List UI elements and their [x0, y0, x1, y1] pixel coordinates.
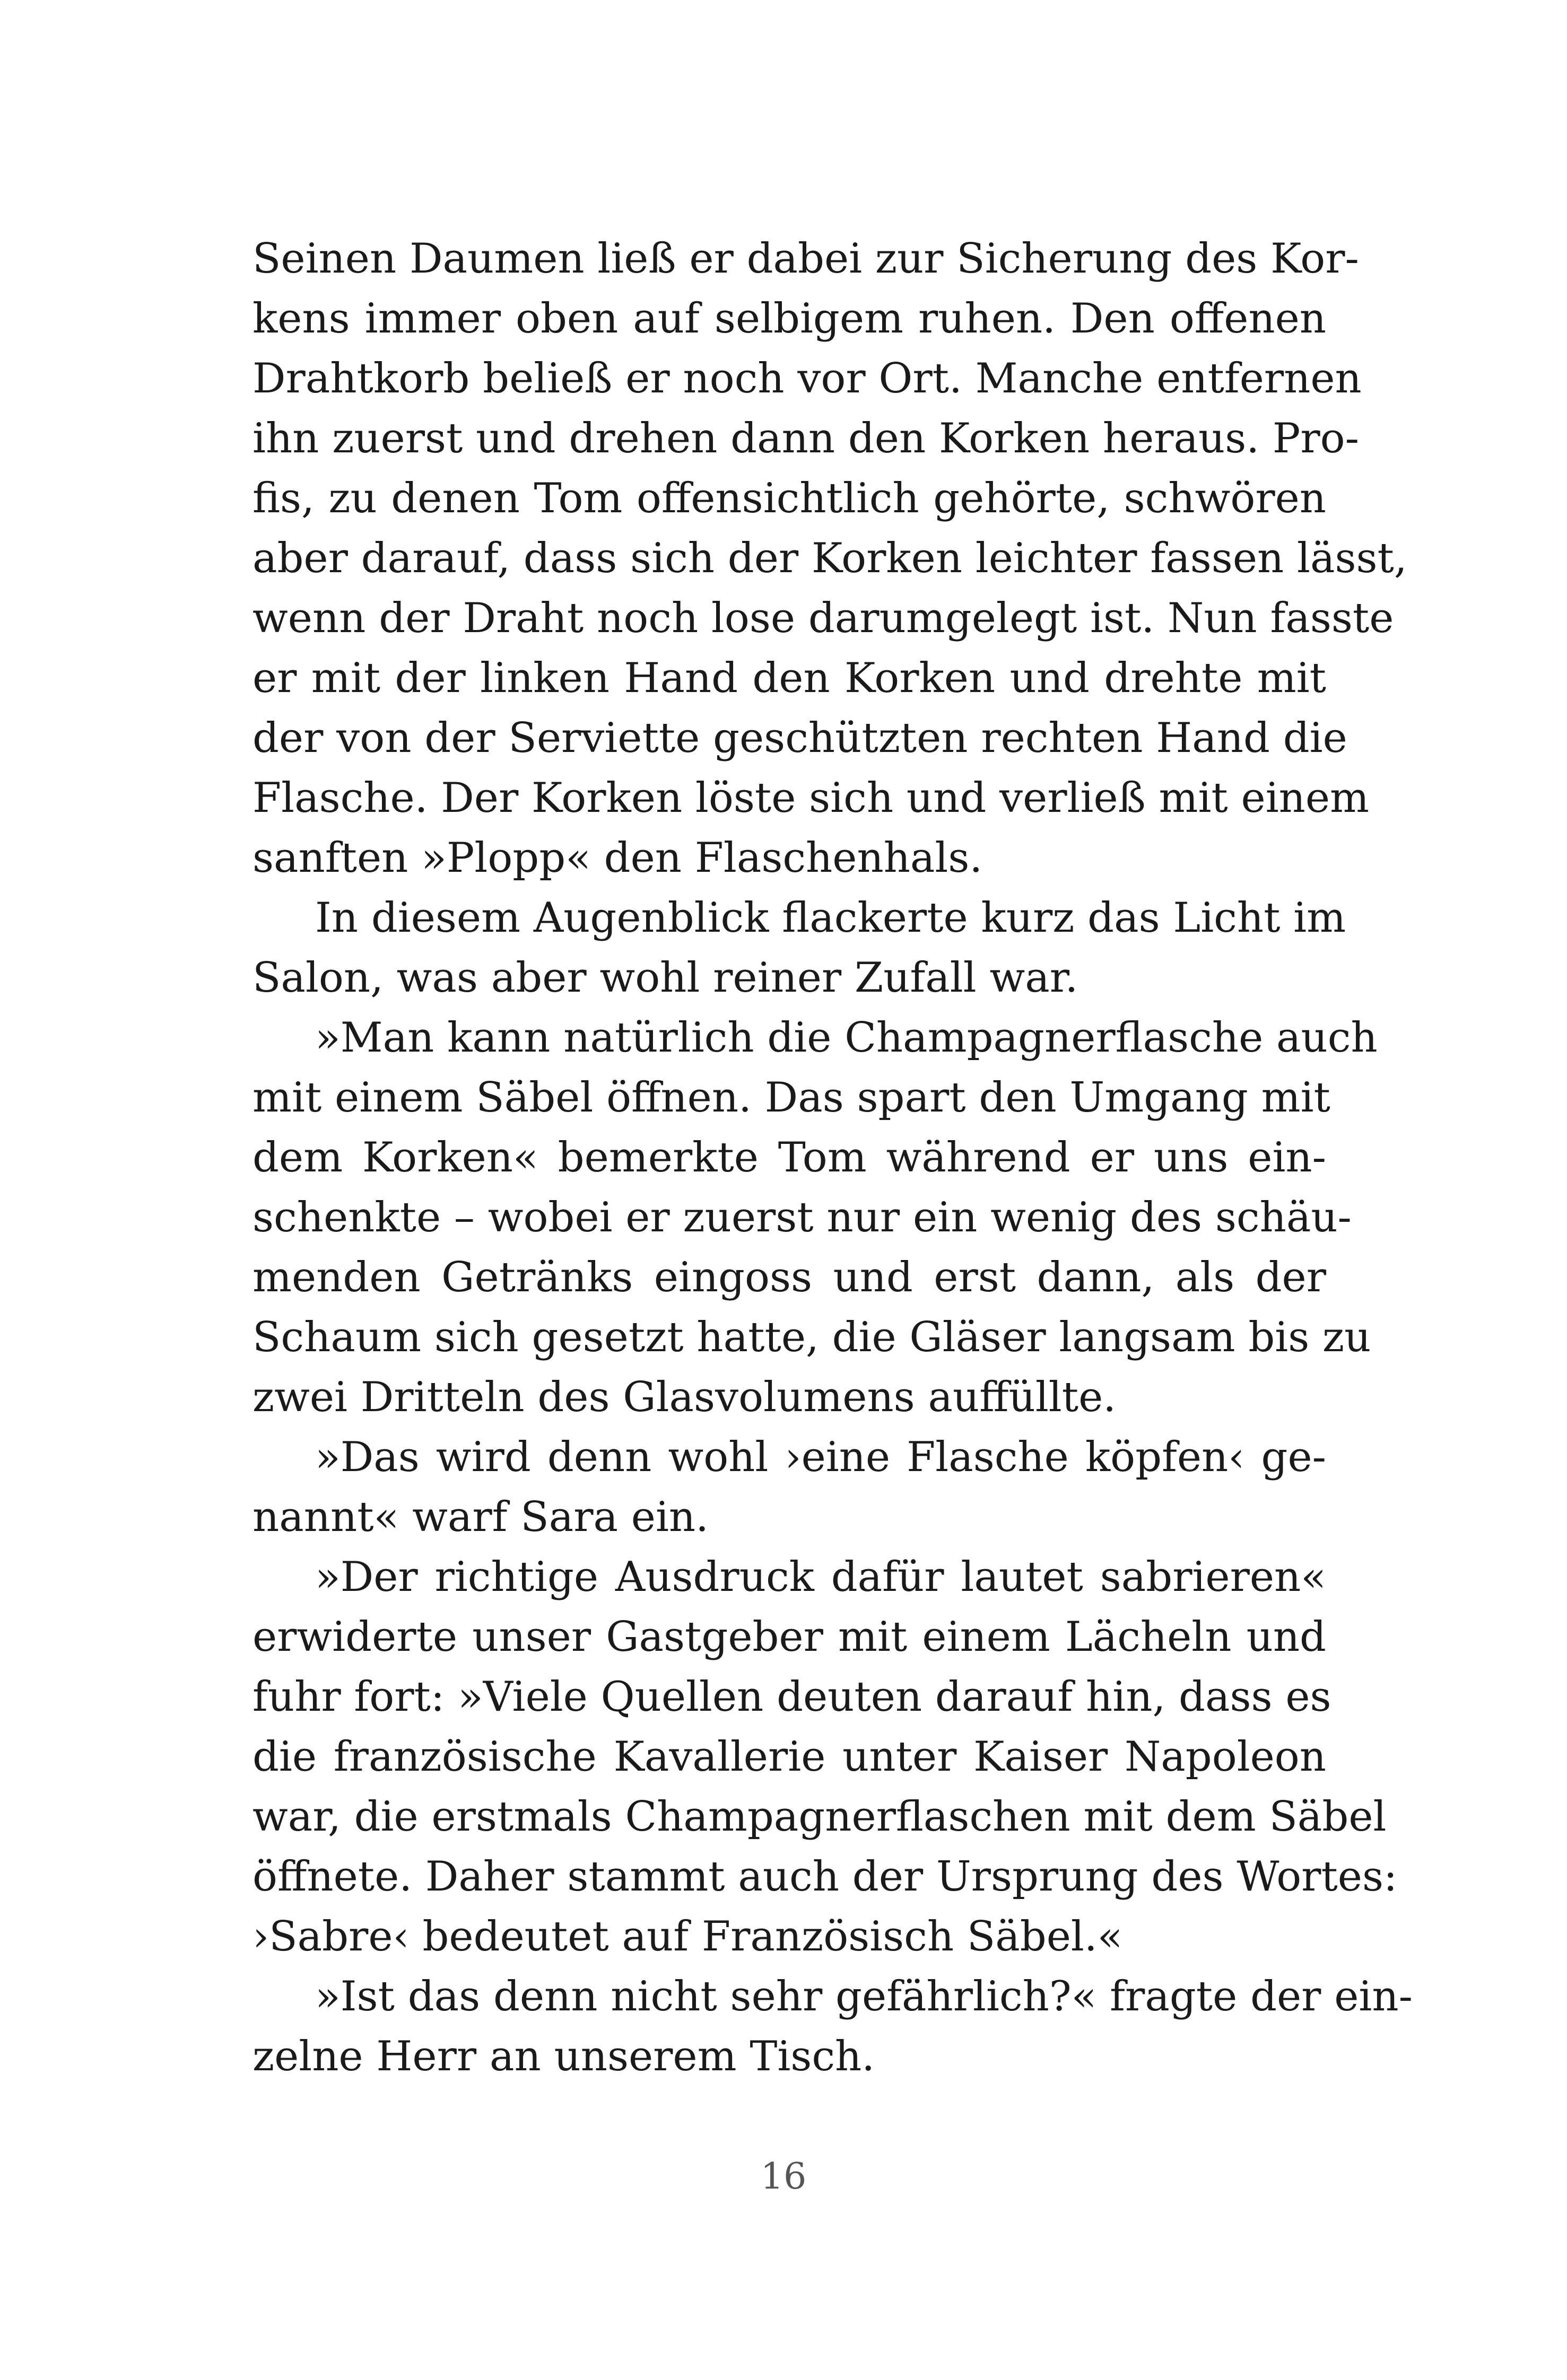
text-line: Salon, was aber wohl reiner Zufall war.	[253, 954, 1078, 1002]
text-line: ›Sabre‹ bedeutet auf Französisch Säbel.«	[253, 1913, 1123, 1961]
text-line: wenn der Draht noch lose darumgelegt ist. Nun fasste	[253, 594, 1394, 642]
text-line: kens immer oben auf selbigem ruhen. Den offenen	[253, 295, 1326, 343]
page-number: 16	[760, 2156, 807, 2198]
text-line: Seinen Daumen ließ er dabei zur Sicherung des Kor-	[253, 235, 1359, 283]
text-line: aber darauf, dass sich der Korken leichter fassen lässt,	[253, 535, 1407, 582]
text-line: nannt« warf Sara ein.	[253, 1493, 709, 1541]
text-line: Schaum sich gesetzt hatte, die Gläser langsam bis zu	[253, 1314, 1371, 1361]
text-line: erwiderte unser Gastgeber mit einem Lächeln und	[253, 1613, 1326, 1661]
text-line: er mit der linken Hand den Korken und drehte mit	[253, 654, 1326, 702]
text-line: sanften »Plopp« den Flaschenhals.	[253, 834, 983, 882]
text-line: ihn zuerst und drehen dann den Korken heraus. Pro-	[253, 415, 1359, 462]
text-line: schenkte – wobei er zuerst nur ein wenig des schäu-	[253, 1194, 1352, 1241]
text-line: war, die erstmals Champagnerflaschen mit dem Säbel	[253, 1793, 1387, 1841]
text-line: Drahtkorb beließ er noch vor Ort. Manche entfernen	[253, 355, 1362, 402]
text-line: öffnete. Daher stammt auch der Ursprung des Wortes:	[253, 1853, 1398, 1901]
text-line: die französische Kavallerie unter Kaiser Napoleon	[253, 1733, 1326, 1781]
text-line: »Man kann natürlich die Champagnerflasche auch	[315, 1014, 1378, 1062]
text-line: Flasche. Der Korken löste sich und verließ mit einem	[253, 774, 1370, 822]
text-line: fis, zu denen Tom offensichtlich gehörte, schwören	[253, 475, 1326, 522]
text-line: zwei Dritteln des Glasvolumens auffüllte.	[253, 1373, 1117, 1421]
text-line: zelne Herr an unserem Tisch.	[253, 2033, 875, 2080]
text-line: »Der richtige Ausdruck dafür lautet sabrieren«	[315, 1553, 1326, 1601]
text-line: der von der Serviette geschützten rechten Hand die	[253, 714, 1347, 762]
text-line: »Das wird denn wohl ›eine Flasche köpfen‹ ge-	[315, 1433, 1326, 1481]
body-text	[253, 229, 1413, 2087]
text-line: fuhr fort: »Viele Quellen deuten darauf hin, dass es	[253, 1673, 1331, 1721]
text-line: dem Korken« bemerkte Tom während er uns ein-	[253, 1134, 1326, 1182]
text-line: menden Getränks eingoss und erst dann, als der	[253, 1254, 1326, 1301]
text-line: mit einem Säbel öffnen. Das spart den Umgang mit	[253, 1074, 1330, 1122]
text-line: In diesem Augenblick flackerte kurz das Licht im	[315, 894, 1346, 942]
text-line: »Ist das denn nicht sehr gefährlich?« fragte der ein-	[315, 1973, 1413, 2020]
